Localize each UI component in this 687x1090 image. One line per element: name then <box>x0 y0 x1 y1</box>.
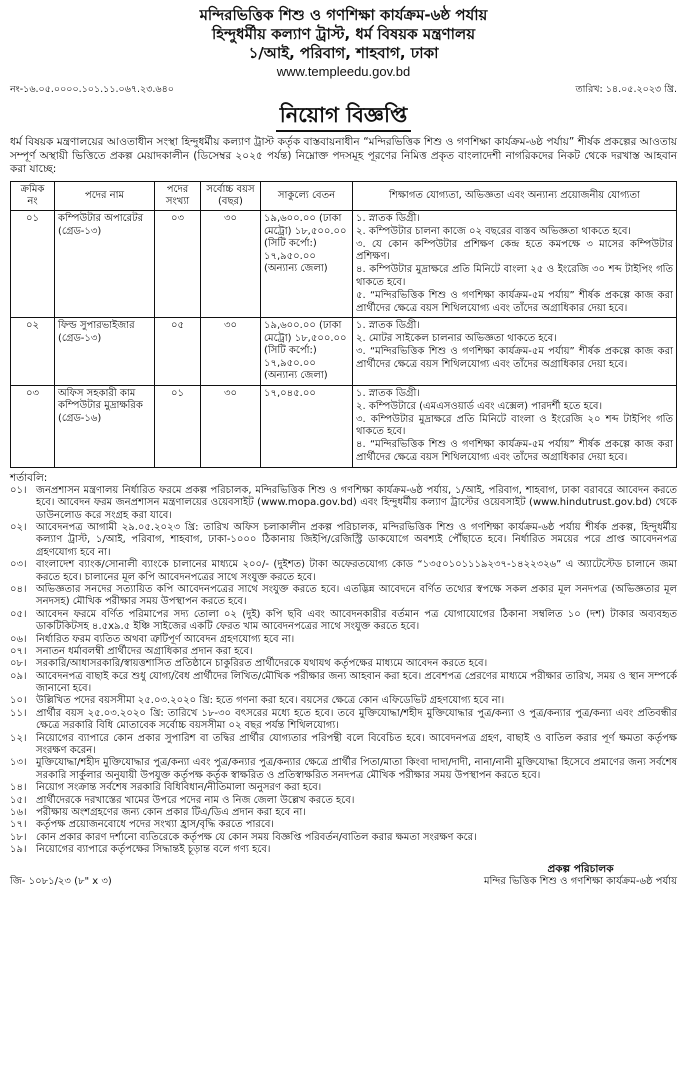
condition-number: ১৩। <box>10 757 27 769</box>
requirement-line: ৪. “মন্দিরভিত্তিক শিশু ও গণশিক্ষা কার্যক্রম-৫ম পর্যায়” শীর্ষক প্রকল্পে কাজ করা প্রার্থীদের ক্ষেত্রে বয়স শিথিলযোগ্য এবং তাঁদের অগ্রাধিকার দেয়া হবে। <box>356 439 673 463</box>
condition-text: আবেদনপত্র বাছাই করে শুধু যোগ্য/বৈধ প্রার্থীদের লিখিত/মৌখিক পরীক্ষার জন্য আহবান করা হবে। প্রবেশপত্র প্রেরণের মাধ্যমে পরীক্ষার তারিখ, সময় ও স্থান সম্পর্কে জানানো হবে। <box>36 670 677 695</box>
header-count: পদের সংখ্যা <box>155 182 201 211</box>
condition-text: নিয়োগের ব্যাপারে কর্তৃপক্ষের সিদ্ধান্তই চূড়ান্ত বলে গণ্য হবে। <box>36 844 271 856</box>
reference-row <box>10 84 677 96</box>
condition-number: ০৫। <box>10 608 27 620</box>
condition-text: সনাতন ধর্মাবলম্বী প্রার্থীদের অগ্রাধিকার প্রদান করা হবে। <box>36 645 253 657</box>
row-requirements <box>353 318 677 386</box>
condition-text: নিয়োগের ব্যাপারে কোন প্রকার সুপারিশ বা তদ্বির প্রার্থীর যোগ্যতার পরিপন্থী বলে বিবেচিত হবে। আবেদনপত্র গ্রহণ, বাছাই ও বাতিল করার পূর্ণ ক্ষমতা কর্তৃপক্ষ সংরক্ষণ করেন। <box>36 732 677 757</box>
header-post: পদের নাম <box>55 182 155 211</box>
condition-text: বাংলাদেশ ব্যাংক/সোনালী ব্যাংকে চালানের মাধ্যমে ২০০/- (দুইশত) টাকা অফেরতযোগ্য কোড “১৩৫০১০১১১৯২৩৭-১৪২২৩২৬” এ অ্যাটেস্টেড চালানে জমা করতে হবে। চালানের মূল কপি আবেদনপত্রের সাথে সংযুক্ত করতে হবে। <box>36 559 677 583</box>
footer <box>10 863 677 889</box>
condition-number: ১২। <box>10 732 27 744</box>
header-trust: হিন্দুধর্মীয় কল্যাণ ট্রাস্ট, ধর্ম বিষয়ক মন্ত্রণালয় <box>211 25 476 43</box>
condition-text: কোন প্রকার কারণ দর্শানো ব্যতিরেকে কর্তৃপক্ষ যে কোন সময় বিজ্ঞপ্তি পরিবর্তন/বাতিল করার ক্ষমতা সংরক্ষণ করে। <box>36 831 477 843</box>
row-age: ৩০ <box>201 318 261 386</box>
notice-title: নিয়োগ বিজ্ঞপ্তি <box>276 102 412 132</box>
list-item <box>10 634 677 646</box>
list-item <box>10 844 677 856</box>
row-requirements <box>353 211 677 318</box>
condition-number: ০৯। <box>10 670 27 682</box>
condition-number: ১৮। <box>10 831 27 843</box>
list-item <box>10 485 677 522</box>
header-address: ১/আই, পরিবাগ, শাহবাগ, ঢাকা <box>248 44 439 62</box>
list-item <box>10 609 677 634</box>
condition-text: জনপ্রশাসন মন্ত্রণালয় নির্ধারিত ফরমে প্রকল্প পরিচালক, মন্দিরভিত্তিক শিশু ও গণশিক্ষা কার্যক্রম-৬ষ্ঠ পর্যায়, ১/আই, পরিবাগ, শাহবাগ, ঢাকা বরাবরে আবেদন করতে হবে। আবেদন ফরম জনপ্রশাসন মন্ত্রণালয়ের ওয়েবসাইট (www.mopa.gov.bd) এবং হিন্দুধর্মীয় কল্যাণ ট্রাস্টের ওয়েবসাইট (www.hindutrust.gov.bd) থেকে ডাউনলোড করে সংগ্রহ করা যাবে। <box>36 484 677 521</box>
list-item <box>10 708 677 733</box>
list-item <box>10 832 677 844</box>
condition-number: ১৪। <box>10 782 27 794</box>
condition-number: ০৪। <box>10 583 27 595</box>
requirement-line: ২. কম্পিউটারে (এমএসওয়ার্ড এবং এক্সেল) পারদর্শী হতে হবে। <box>356 400 603 412</box>
row-serial: ০১ <box>11 211 55 318</box>
condition-text: নির্ধারিত ফরম ব্যতিত অথবা ত্রুটিপূর্ণ আবেদন গ্রহণযোগ্য হবে না। <box>36 633 295 645</box>
notice-date: তারিখ: ১৪.০৫.২০২৩ খ্রি. <box>575 84 677 95</box>
requirement-line: ২. কম্পিউটার চালনা কাজে ০২ বছরের বাস্তব অভিজ্ঞতা থাকতে হবে। <box>356 225 631 237</box>
header-project: মন্দিরভিত্তিক শিশু ও গণশিক্ষা কার্যক্রম-৬ষ্ঠ পর্যায় <box>199 6 488 24</box>
condition-number: ০২। <box>10 522 27 533</box>
list-item <box>10 795 677 807</box>
condition-text: আবেদনপত্র আগামী ২৯.০৫.২০২৩ খ্রি: তারিখ অফিস চলাকালীন প্রকল্প পরিচালক, মন্দিরভিত্তিক শিশু ও গণশিক্ষা কার্যক্রম-৬ষ্ঠ পর্যায় শীর্ষক প্রকল্প, হিন্দুধর্মীয় কল্যাণ ট্রাস্ট, ১/আই, পরিবাগ, শাহবাগ, ঢাকা-১০০০ ঠিকানায় জিইপি/রেজিস্ট্রি ডাকযোগে অবশ্যই পৌঁছাতে হবে। নির্ধারিত সময়ের পরে প্রাপ্ত আবেদনপত্র গ্রহণযোগ্য হবে না। <box>36 522 677 558</box>
row-serial: ০২ <box>11 318 55 386</box>
row-salary: ১৭,০৪৫.০০ <box>261 385 353 467</box>
requirement-line: ১. স্নাতক ডিগ্রী। <box>356 387 420 399</box>
condition-text: সরকারি/আধাসরকারি/স্বায়ত্তশাসিত প্রতিষ্ঠানে চাকুরিরত প্রার্থীদেরকে যথাযথ কর্তৃপক্ষের মাধ্যমে আবেদন করতে হবে। <box>36 658 488 670</box>
requirement-line: ২. মোটর সাইকেল চালনার অভিজ্ঞতা থাকতে হবে। <box>356 333 557 345</box>
row-requirements <box>353 385 677 467</box>
signature-block <box>484 863 677 889</box>
list-item <box>10 658 677 670</box>
row-serial: ০৩ <box>11 385 55 467</box>
header-salary: সাকুল্যে বেতন <box>261 182 353 211</box>
table-row <box>11 318 677 386</box>
table-row <box>11 385 677 467</box>
row-count: ০৫ <box>155 318 201 386</box>
list-item <box>10 757 677 782</box>
condition-number: ১৯। <box>10 844 27 856</box>
list-item <box>10 646 677 658</box>
condition-number: ১৭। <box>10 819 27 831</box>
list-item <box>10 584 677 609</box>
row-salary: ১৯,৬০০.০০ (ঢাকা মেট্রো) ১৮,৫০০.০০ (সিটি কর্পো:) ১৭,৯৫০.০০ (অন্যান্য জেলা) <box>261 211 353 318</box>
header <box>10 6 677 80</box>
requirement-line: ৩. “মন্দিরভিত্তিক শিশু ও গণশিক্ষা কার্যক্রম-৫ম পর্যায়” শীর্ষক প্রকল্পে কাজ করা প্রার্থীদের ক্ষেত্রে বয়স শিথিলযোগ্য এবং তাঁদের অগ্রাধিকার দেয়া হবে। <box>356 346 673 370</box>
requirement-line: ১. স্নাতক ডিগ্রী। <box>356 320 420 332</box>
row-post: কম্পিউটার অপারেটর (গ্রেড-১৩) <box>55 211 155 318</box>
table-header-row <box>11 182 677 211</box>
condition-text: উল্লিখিত পদের বয়সসীমা ২৫.০৩.২০২০ খ্রি: হতে গণনা করা হবে। বয়সের ক্ষেত্রে কোন এফিডেভিট গ্রহণযোগ্য হবে না। <box>36 695 505 707</box>
row-count: ০৩ <box>155 211 201 318</box>
posts-table <box>10 181 677 468</box>
intro-paragraph: ধর্ম বিষয়ক মন্ত্রণালয়ের আওতাধীন সংস্থা হিন্দুধর্মীয় কল্যাণ ট্রাস্ট কর্তৃক বাস্তবায়নাধীন “মন্দিরভিত্তিক শিশু ও গণশিক্ষা কার্যক্রম-৬ষ্ঠ পর্যায়” শীর্ষক প্রকল্পের আওতায় সম্পূর্ণ অস্থায়ী ভিত্তিতে প্রকল্প মেয়াদকালীন (ডিসেম্বর ২০২৫ পর্যন্ত) নিম্নোক্ত পদসমূহ পূরণের নিমিত্ত প্রকৃত বাংলাদেশী নাগরিকদের নিকট থেকে দরখাস্ত আহবান করা যাচ্ছে: <box>10 136 677 176</box>
condition-number: ০৩। <box>10 559 27 571</box>
condition-number: ০১। <box>10 484 27 496</box>
requirement-line: ৪. কম্পিউটার মুদ্রাক্ষরে প্রতি মিনিটে বাংলা ২৫ ও ইংরেজি ৩০ শব্দ টাইপিং গতি থাকতে হবে। <box>356 264 673 289</box>
condition-text: কর্তৃপক্ষ প্রয়োজনবোধে পদের সংখ্যা হ্রাস/বৃদ্ধি করতে পারবে। <box>36 819 275 831</box>
row-salary: ১৯,৬০০.০০ (ঢাকা মেট্রো) ১৮,৫০০.০০ (সিটি কর্পো:) ১৭,৯৫০.০০ (অন্যান্য জেলা) <box>261 318 353 386</box>
ad-code: জি- ১০৮১/২৩ (৮" x ৩) <box>10 875 112 887</box>
condition-number: ১৫। <box>10 794 27 806</box>
list-item <box>10 671 677 696</box>
memo-number: নং-১৬.০৫.০০০০.১০১.১১.০৬৭.২৩.৬৪০ <box>10 84 174 95</box>
requirement-line: ৩. কম্পিউটার মুদ্রাক্ষরে প্রতি মিনিটে বাংলা ও ইংরেজি ২০ শব্দ টাইপিং গতি থাকতে হবে। <box>356 413 673 438</box>
list-item <box>10 695 677 707</box>
list-item <box>10 559 677 584</box>
list-item <box>10 782 677 794</box>
requirement-line: ৫. “মন্দিরভিত্তিক শিশু ও গণশিক্ষা কার্যক্রম-৫ম পর্যায়” শীর্ষক প্রকল্পে কাজ করা প্রার্থীদের ক্ষেত্রে বয়স শিথিলযোগ্য এবং তাঁদের অগ্রাধিকার দেয়া হবে। <box>356 289 673 314</box>
header-age: সর্বোচ্চ বয়স (বছর) <box>201 182 261 211</box>
condition-text: প্রার্থীর বয়স ২৫.০৩.২০২০ খ্রি: তারিখে ১৮-৩০ বৎসরের মধ্যে হতে হবে। তবে মুক্তিযোদ্ধা/শহীদ মুক্তিযোদ্ধার পুত্র/কন্যা ও পুত্র/কন্যার পুত্র/কন্যা এবং প্রতিবন্ধীর ক্ষেত্রে সরকারি বিধি মোতাবেক সর্বোচ্চ বয়সসীমা ০২ বছর পর্যন্ত শিথিলযোগ্য। <box>36 707 677 732</box>
requirement-line: ১. স্নাতক ডিগ্রী। <box>356 213 420 225</box>
condition-text: পরীক্ষায় অংশগ্রহণের জন্য কোন প্রকার টিএ/ডিএ প্রদান করা হবে না। <box>36 806 306 818</box>
condition-number: ০৭। <box>10 645 27 657</box>
list-item <box>10 807 677 819</box>
conditions-list <box>10 485 677 857</box>
condition-number: ০৮। <box>10 658 27 670</box>
row-age: ৩০ <box>201 211 261 318</box>
table-row <box>11 211 677 318</box>
condition-text: আবেদন ফরমে বর্ণিত পরিমাপের সদ্য তোলা ০২ (দুই) কপি ছবি এবং আবেদনকারীর বর্তমান পত্র যোগাযোগের ঠিকানা সম্বলিত ১০ (দশ) টাকার অব্যবহৃত ডাকটিকিটসহ ৪.৫x৯.৫ ইঞ্চি সাইজের একটি ফেরত খাম আবেদনপত্রের সাথে সংযুক্ত করতে হবে। <box>36 608 677 633</box>
row-age: ৩০ <box>201 385 261 467</box>
row-post: ফিল্ড সুপারভাইজার (গ্রেড-১৩) <box>55 318 155 386</box>
condition-text: মুক্তিযোদ্ধা/শহীদ মুক্তিযোদ্ধার পুত্র/কন্যা এবং পুত্র/কন্যার পুত্র/কন্যার ক্ষেত্রে প্রার্থীর পিতা/মাতা কিংবা দাদা/দাদী, নানা/নানী মুক্তিযোদ্ধা হিসেবে প্রমাণের জন্য সর্বশেষ সরকারি সার্কুলার অনুযায়ী উপযুক্ত কর্তৃপক্ষ কর্তৃক স্বাক্ষরিত ও প্রতিস্বাক্ষরিত সনদপত্র মৌখিক পরীক্ষার সময় উপস্থাপন করতে হবে। <box>36 757 677 781</box>
row-count: ০১ <box>155 385 201 467</box>
conditions-title: শর্তাবলি: <box>10 471 48 484</box>
condition-number: ০৬। <box>10 633 27 645</box>
title-wrap <box>10 102 677 132</box>
header-requirements: শিক্ষাগত যোগ্যতা, অভিজ্ঞতা এবং অন্যান্য প্রয়োজনীয় যোগ্যতা <box>353 182 677 211</box>
signer-title: প্রকল্প পরিচালক <box>547 862 614 875</box>
header-website: www.templeedu.gov.bd <box>276 64 411 79</box>
condition-number: ১১। <box>10 707 27 719</box>
signer-organization: মন্দির ভিত্তিক শিশু ও গণশিক্ষা কার্যক্রম-৬ষ্ঠ পর্যায় <box>484 875 677 887</box>
list-item <box>10 733 677 758</box>
condition-text: নিয়োগ সংক্রান্ত সর্বশেষ সরকারি বিধিবিধান/নীতিমালা অনুসরণ করা হবে। <box>36 782 322 794</box>
requirement-line: ৩. যে কোন কম্পিউটার প্রশিক্ষণ কেন্দ্র হতে কমপক্ষে ৩ মাসের কম্পিউটার প্রশিক্ষণ। <box>356 238 673 263</box>
list-item <box>10 819 677 831</box>
condition-text: প্রার্থীদেরকে দরখাস্তের খামের উপরে পদের নাম ও নিজ জেলা উল্লেখ করতে হবে। <box>36 794 355 806</box>
condition-text: অভিজ্ঞতার সনদের সত্যায়িত কপি আবেদনপত্রের সাথে সংযুক্ত করতে হবে। এতদ্ভিন্ন আবেদনে বর্ণিত তথ্যের স্বপক্ষে সকল প্রকার মূল সনদপত্র (অভিজ্ঞতার মূল সনদসহ) মৌখিক পরীক্ষার সময় উপস্থাপন করতে হবে। <box>36 583 677 608</box>
header-serial: ক্রমিক নং <box>11 182 55 211</box>
condition-number: ১৬। <box>10 806 27 818</box>
condition-number: ১০। <box>10 695 27 707</box>
list-item <box>10 522 677 559</box>
row-post: অফিস সহকারী কাম কম্পিউটার মুদ্রাক্ষরিক (গ্রেড-১৬) <box>55 385 155 467</box>
